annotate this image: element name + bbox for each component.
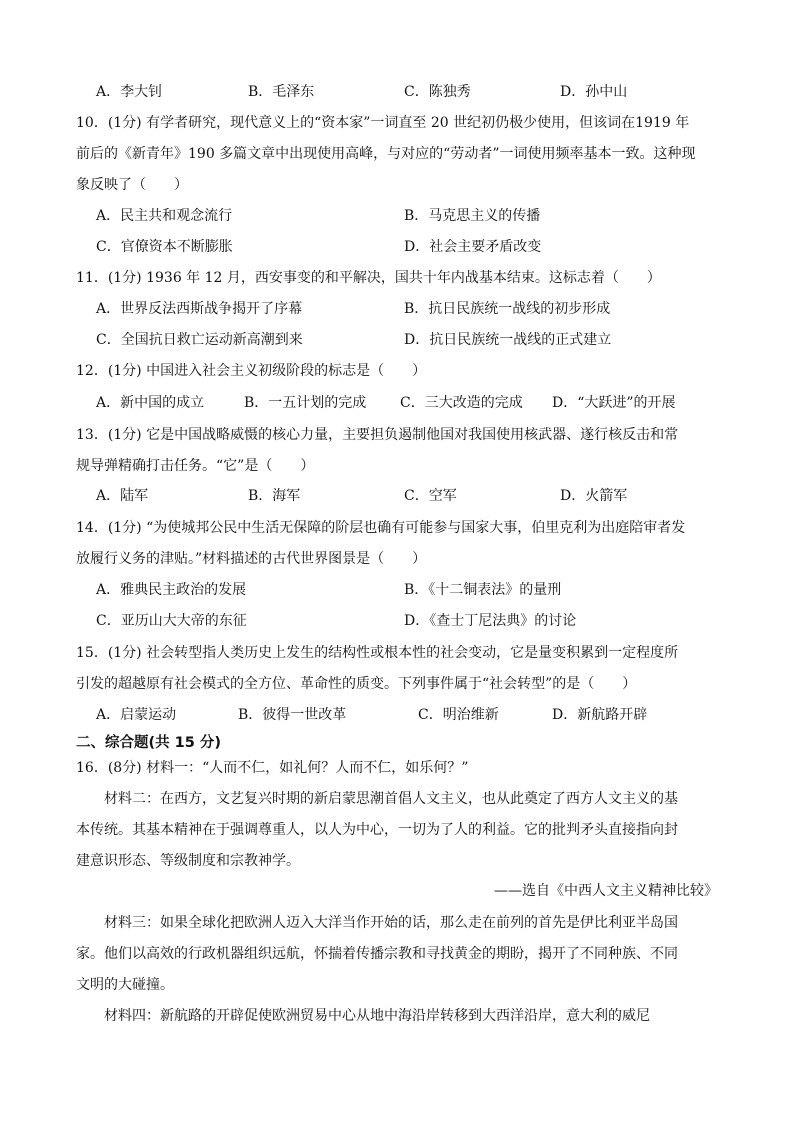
q14-option-a: A．雅典民主政治的发展	[96, 582, 247, 598]
q10-stem-line3: 象反映了（ ）	[76, 177, 188, 193]
q15-stem-line1: 15．(1分) 社会转型指人类历史上发生的结构性或根本性的社会变动，它是量变积累到一定程度所	[76, 645, 679, 661]
q9-option-d: D．孙中山	[560, 84, 628, 100]
q10-option-c: C．官僚资本不断膨胀	[96, 239, 233, 255]
q12-option-d: D．“大跃进”的开展	[552, 395, 676, 411]
section-heading: 二、综合题(共 15 分)	[76, 735, 222, 751]
q10-option-b: B．马克思主义的传播	[404, 208, 541, 224]
q10-option-d: D．社会主要矛盾改变	[404, 239, 542, 255]
q10-stem-line1: 10．(1分) 有学者研究，现代意义上的“资本家”一词直至 20 世纪初仍极少使用，但该词在1919 年	[76, 115, 690, 131]
q13-stem-line1: 13．(1分) 它是中国战略威慑的核心力量，主要担负遏制他国对我国使用核武器、遂行核反击和常	[76, 427, 679, 443]
q14-option-d: D．《查士丁尼法典》的讨论	[404, 613, 577, 629]
q9-option-c: C．陈独秀	[404, 84, 471, 100]
q14-option-b: B．《十二铜表法》的量刑	[404, 582, 562, 598]
q14-stem-line1: 14．(1分) “为使城邦公民中生活无保障的阶层也确有可能参与国家大事，伯里克利为出庭陪审者发	[76, 520, 686, 536]
q9-option-a: A．李大钊	[96, 84, 163, 100]
q15-option-b: B．彼得一世改革	[238, 707, 347, 723]
q15-option-c: C．明治维新	[418, 707, 499, 723]
q15-stem-line2: 引发的超越原有社会模式的全方位、革命性的质变。下列事件属于“社会转型”的是（ ）	[76, 676, 637, 692]
q16-material-2-source: ——选自《中西人文主义精神比较》	[494, 883, 718, 899]
q12-stem: 12．(1分) 中国进入社会主义初级阶段的标志是（ ）	[76, 363, 427, 379]
q16-material-3-line1: 材料三：如果全球化把欧洲人迈入大洋当作开始的话，那么走在前列的首先是伊比利亚半岛国	[104, 915, 678, 931]
q11-option-a: A．世界反法西斯战争揭开了序幕	[96, 301, 303, 317]
q14-option-c: C．亚历山大大帝的东征	[96, 613, 247, 629]
q12-option-b: B．一五计划的完成	[244, 395, 367, 411]
q13-option-d: D．火箭军	[560, 488, 628, 504]
q14-stem-line2: 放履行义务的津贴。”材料描述的古代世界图景是（ ）	[76, 551, 427, 567]
q11-option-d: D．抗日民族统一战线的正式建立	[404, 332, 612, 348]
q16-material-2-line1: 材料二：在西方，文艺复兴时期的新启蒙思潮首倡人文主义，也从此奠定了西方人文主义的基	[104, 791, 678, 807]
q13-option-b: B．海军	[248, 488, 301, 504]
q11-option-b: B．抗日民族统一战线的初步形成	[404, 301, 611, 317]
q11-option-c: C．全国抗日救亡运动新高潮到来	[96, 332, 303, 348]
q13-option-c: C．空军	[404, 488, 457, 504]
q16-material-3-line2: 家。他们以高效的行政机器组织远航，怀揣着传播宗教和寻找黄金的期盼，揭开了不同种族、不同	[76, 946, 678, 962]
q16-material-2-line3: 建意识形态、等级制度和宗教神学。	[76, 853, 300, 869]
q12-option-a: A．新中国的成立	[96, 395, 205, 411]
q15-option-d: D．新航路开辟	[552, 707, 648, 723]
q9-option-b: B．毛泽东	[248, 84, 315, 100]
q16-material-2-line2: 本传统。其基本精神在于强调尊重人，以人为中心，一切为了人的利益。它的批判矛头直接指向封	[76, 822, 678, 838]
q15-option-a: A．启蒙运动	[96, 707, 177, 723]
q16-material-4-line1: 材料四：新航路的开辟促使欧洲贸易中心从地中海沿岸转移到大西洋沿岸，意大利的威尼	[104, 1008, 650, 1024]
q10-option-a: A．民主共和观念流行	[96, 208, 233, 224]
q16-material-1: 16．(8分) 材料一：“人而不仁，如礼何？人而不仁，如乐何？”	[76, 760, 469, 776]
q10-stem-line2: 前后的《新青年》190 多篇文章中出现使用高峰，与对应的“劳动者”一词使用频率基本一致。这种现	[76, 146, 696, 162]
q13-stem-line2: 规导弹精确打击任务。“它”是（ ）	[76, 458, 315, 474]
q11-stem: 11．(1分) 1936 年 12 月，西安事变的和平解决，国共十年内战基本结束。这标志着（ ）	[76, 270, 661, 286]
q12-option-c: C．三大改造的完成	[400, 395, 523, 411]
q16-material-3-line3: 文明的大碰撞。	[76, 977, 174, 993]
q13-option-a: A．陆军	[96, 488, 149, 504]
